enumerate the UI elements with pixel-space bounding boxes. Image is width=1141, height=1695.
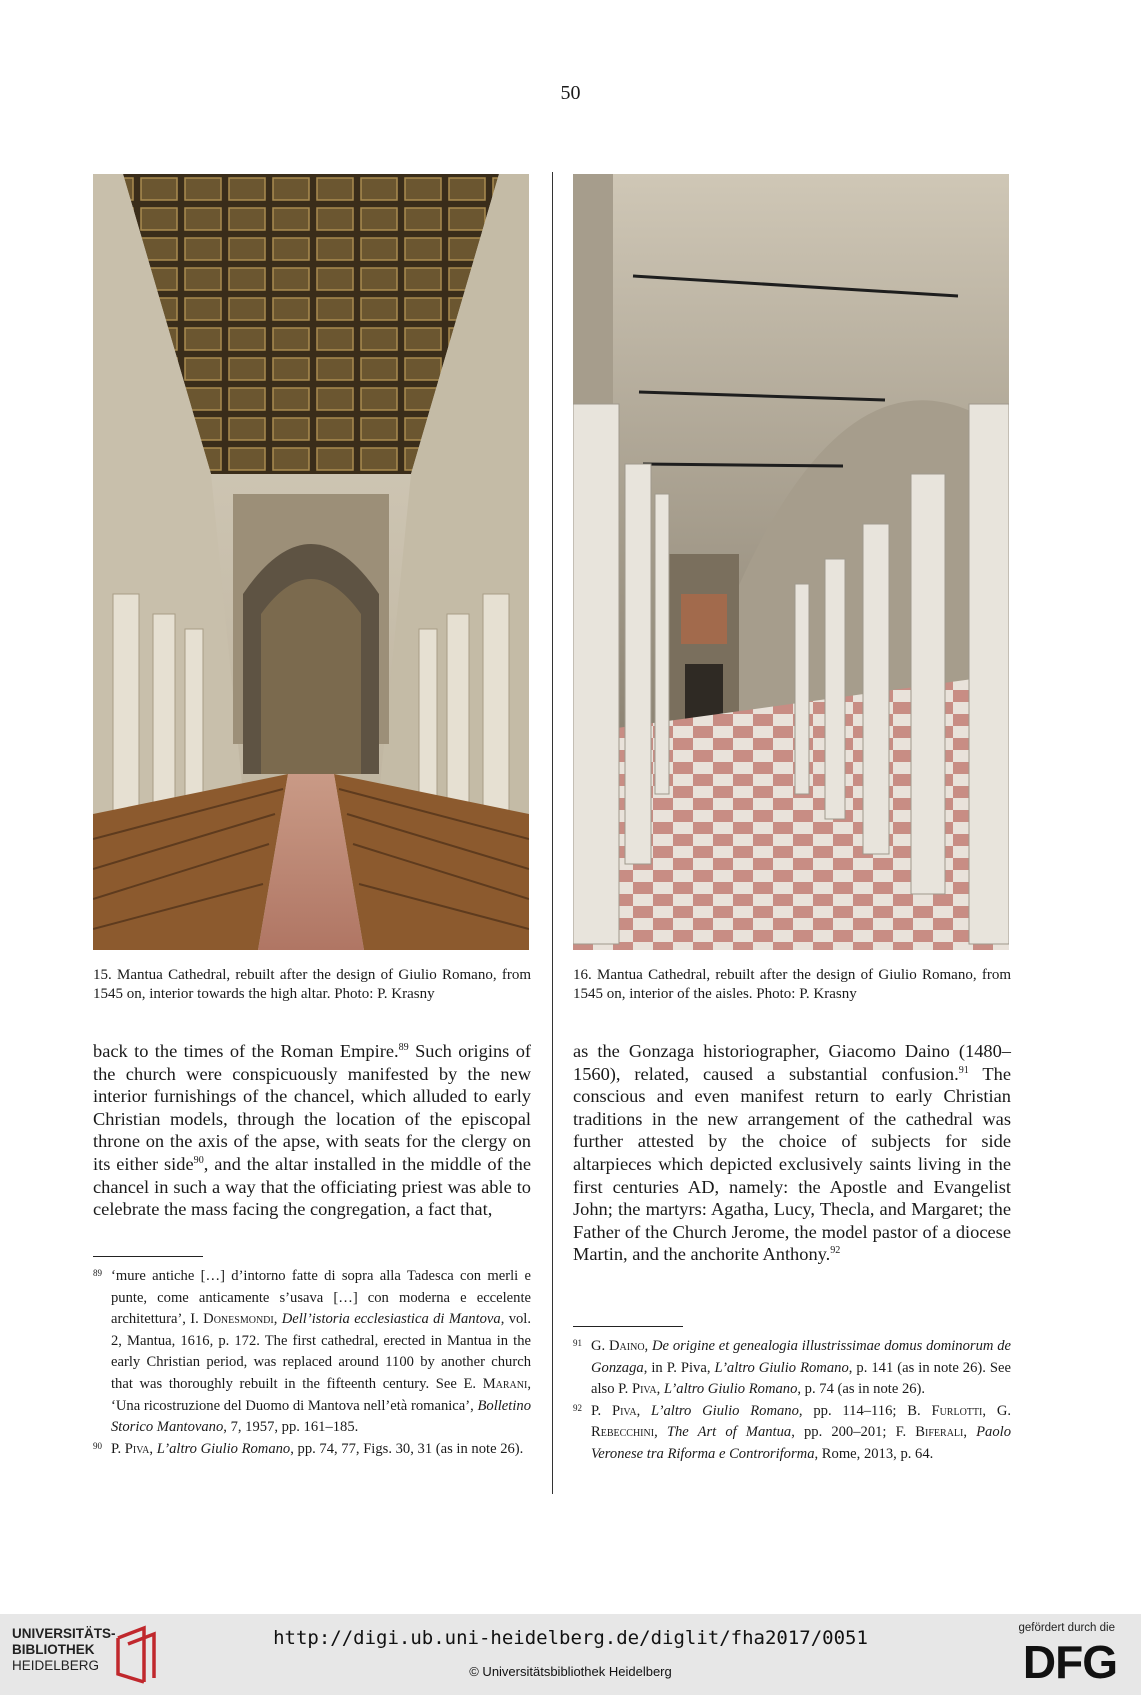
- footnote-rule: [573, 1326, 683, 1327]
- source-url-link[interactable]: http://digi.ub.uni-heidelberg.de/diglit/fha2017/0051: [273, 1627, 868, 1649]
- footnotes-column-1: [93, 1266, 531, 1460]
- footnote-92: 92 P. Piva, L’altro Giulio Romano, pp. 114–116; B. Furlotti, G. Rebecchini, The Art of Mantua, pp. 200–201; F. Biferali, Paolo Veronese tra Riforma e Controriforma, Rome, 2013, p. 64.: [573, 1402, 1012, 1462]
- body-text-column-1: back to the times of the Roman Empire.$^{89}$ Such origins of the church were conspicuously manifested by the new interior furnishings of the chancel, which alluded to early Christian models, through the location of the episcopal throne on the axis of the apse, with seats for the clergy on its either side$^{90}$, and the altar installed in the middle of the chancel in such a way that the officiating priest was able to celebrate the mass facing the congregation, a fact that,: [93, 1041, 532, 1220]
- figure-16-photo: [573, 174, 1009, 950]
- figure-16-caption: 16. Mantua Cathedral, rebuilt after the design of Giulio Romano, from 1545 on, interior of the aisles. Photo: P. Krasny: [573, 967, 1011, 1002]
- footnote-90: 90 P. Piva, L’altro Giulio Romano, pp. 74, 77, Figs. 30, 31 (as in note 26).: [93, 1440, 524, 1457]
- page-number: 50: [560, 82, 581, 104]
- column-divider: [552, 172, 553, 1494]
- footnote-ref-91: 91: [958, 1064, 969, 1076]
- footnotes-column-2: [573, 1336, 1011, 1466]
- footer-bar: [0, 1614, 1141, 1695]
- footnote-ref-90: 90: [193, 1154, 204, 1166]
- copyright-notice: © Universitätsbibliothek Heidelberg: [469, 1664, 672, 1679]
- footnote-ref-89: 89: [398, 1041, 409, 1053]
- footnote-91: 91 G. Daino, De origine et genealogia illustrissimae domus dominorum de Gonzaga, in P. Piva, L’altro Giulio Romano, p. 141 (as in note 26). See also P. Piva, L’altro Giulio Romano, p. 74 (as in note 26).: [573, 1338, 1011, 1398]
- body-text-column-2: as the Gonzaga historiographer, Giacomo Daino (1480–1560), related, caused a substantial confusion.$^{91}$ The conscious and even manifest return to early Christian traditions in the new arrangement of the cathedral was further attested by the choice of subjects for side altarpieces which depicted exclusively saints living in the first centuries AD, namely: the Apostle and Evangelist John; the martyrs: Agatha, Lucy, Thecla, and Margaret; the Father of the Church Jerome, the model pastor of a diocese Martin, and the anchorite Anthony.$^{92}$: [573, 1041, 1012, 1265]
- library-logo[interactable]: UNIVERSITÄTS- BIBLIOTHEK HEIDELBERG: [12, 1626, 116, 1673]
- footnote-89: 89 ‘mure antiche […] d’intorno fatte di sopra alla Tadesca con merli e punte, come anticamente s’usava […] con moderna e eccelente architettura’, I. Donesmondi, Dell’istoria ecclesiastica di Mantova, vol. 2, Mantua, 1616, p. 172. The first cathedral, erected in Mantua in the early Christian period, was replaced around 1100 by another church that was thoroughly rebuilt in the fifteenth century. See E. Marani, ‘Una ricostruzione del Duomo di Mantova nell’età romanica’, Bolletino Storico Mantovano, 7, 1957, pp. 161–185.: [93, 1268, 532, 1436]
- figure-15-photo: [93, 174, 529, 950]
- footnote-rule: [93, 1256, 203, 1257]
- funding-label: gefördert durch die: [1018, 1622, 1115, 1634]
- figure-15-caption: 15. Mantua Cathedral, rebuilt after the design of Giulio Romano, from 1545 on, interior towards the high altar. Photo: P. Krasny: [93, 967, 531, 1002]
- dfg-logo[interactable]: DFG: [1022, 1636, 1117, 1688]
- footnote-ref-92: 92: [830, 1245, 841, 1257]
